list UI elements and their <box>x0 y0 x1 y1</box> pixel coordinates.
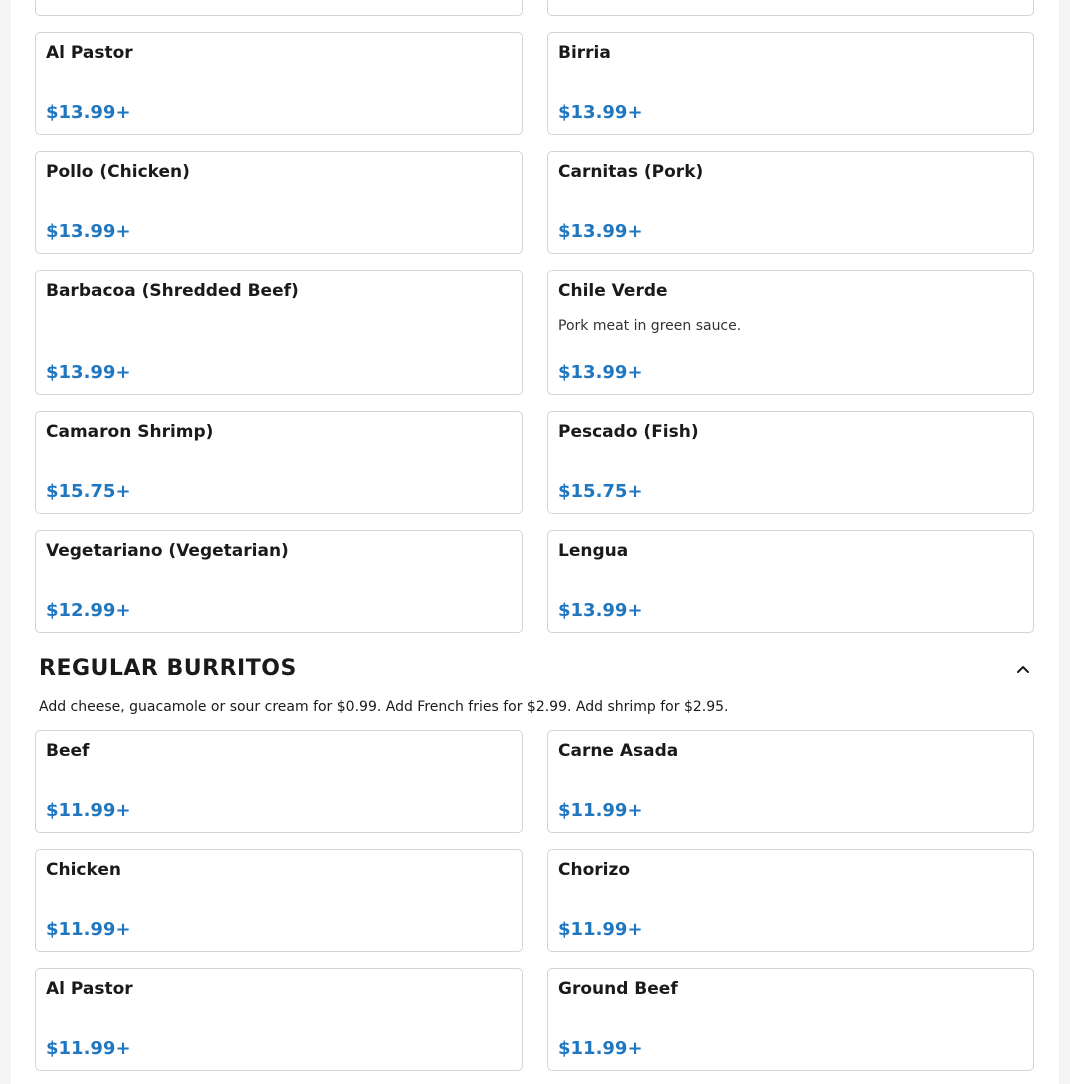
menu-item-card-partial[interactable] <box>35 0 523 16</box>
menu-item-price: $11.99+ <box>558 919 643 940</box>
collapse-section-button[interactable] <box>1012 658 1034 680</box>
menu-item-price: $11.99+ <box>46 1038 131 1059</box>
menu-item-card[interactable] <box>547 849 1034 952</box>
menu-item-name: Ground Beef <box>558 979 678 999</box>
menu-item-card[interactable] <box>547 270 1034 395</box>
menu-item-card[interactable] <box>547 151 1034 254</box>
menu-item-price: $13.99+ <box>46 362 131 383</box>
menu-item-name: Carnitas (Pork) <box>558 162 704 182</box>
menu-item-name: Chorizo <box>558 860 631 880</box>
menu-item-price: $11.99+ <box>46 800 131 821</box>
menu-item-grid <box>35 32 1034 633</box>
menu-item-card[interactable] <box>547 730 1034 833</box>
menu-item-card[interactable] <box>547 968 1034 1071</box>
menu-item-price: $11.99+ <box>46 919 131 940</box>
menu-item-name: Pescado (Fish) <box>558 422 699 442</box>
menu-item-card[interactable] <box>547 411 1034 514</box>
menu-item-name: Barbacoa (Shredded Beef) <box>46 281 299 301</box>
menu-item-name: Al Pastor <box>46 979 133 999</box>
menu-item-name: Carne Asada <box>558 741 679 761</box>
menu-item-card[interactable] <box>547 530 1034 633</box>
menu-item-name: Chicken <box>46 860 121 880</box>
menu-item-card-partial[interactable] <box>547 0 1034 16</box>
menu-item-card[interactable] <box>35 411 523 514</box>
menu-item-price: $13.99+ <box>46 102 131 123</box>
menu-item-card[interactable] <box>35 849 523 952</box>
menu-item-card[interactable] <box>35 151 523 254</box>
menu-item-card[interactable] <box>35 530 523 633</box>
menu-item-price: $13.99+ <box>46 221 131 242</box>
menu-page <box>11 0 1059 1084</box>
menu-item-card[interactable] <box>35 32 523 135</box>
menu-item-price: $15.75+ <box>558 481 643 502</box>
menu-item-price: $11.99+ <box>558 800 643 821</box>
menu-item-description: Pork meat in green sauce. <box>558 318 742 334</box>
section-title: REGULAR BURRITOS <box>39 656 297 681</box>
menu-item-price: $12.99+ <box>46 600 131 621</box>
menu-item-price: $11.99+ <box>558 1038 643 1059</box>
menu-item-name: Chile Verde <box>558 281 668 301</box>
menu-item-grid <box>35 730 1034 1071</box>
section-description: Add cheese, guacamole or sour cream for $0.99. Add French fries for $2.99. Add shrimp for $2.95. <box>39 699 729 715</box>
menu-item-price: $13.99+ <box>558 362 643 383</box>
menu-item-price: $13.99+ <box>558 600 643 621</box>
menu-item-price: $13.99+ <box>558 221 643 242</box>
menu-item-price: $15.75+ <box>46 481 131 502</box>
menu-item-card[interactable] <box>547 32 1034 135</box>
menu-item-card[interactable] <box>35 968 523 1071</box>
section-header <box>39 655 1034 683</box>
menu-item-name: Al Pastor <box>46 43 133 63</box>
menu-item-name: Pollo (Chicken) <box>46 162 190 182</box>
chevron-up-icon <box>1015 661 1031 677</box>
menu-item-name: Birria <box>558 43 611 63</box>
menu-item-name: Lengua <box>558 541 629 561</box>
menu-item-price: $13.99+ <box>558 102 643 123</box>
menu-item-name: Camaron Shrimp) <box>46 422 214 442</box>
menu-item-card[interactable] <box>35 270 523 395</box>
menu-item-name: Beef <box>46 741 90 761</box>
menu-item-card[interactable] <box>35 730 523 833</box>
menu-item-name: Vegetariano (Vegetarian) <box>46 541 289 561</box>
